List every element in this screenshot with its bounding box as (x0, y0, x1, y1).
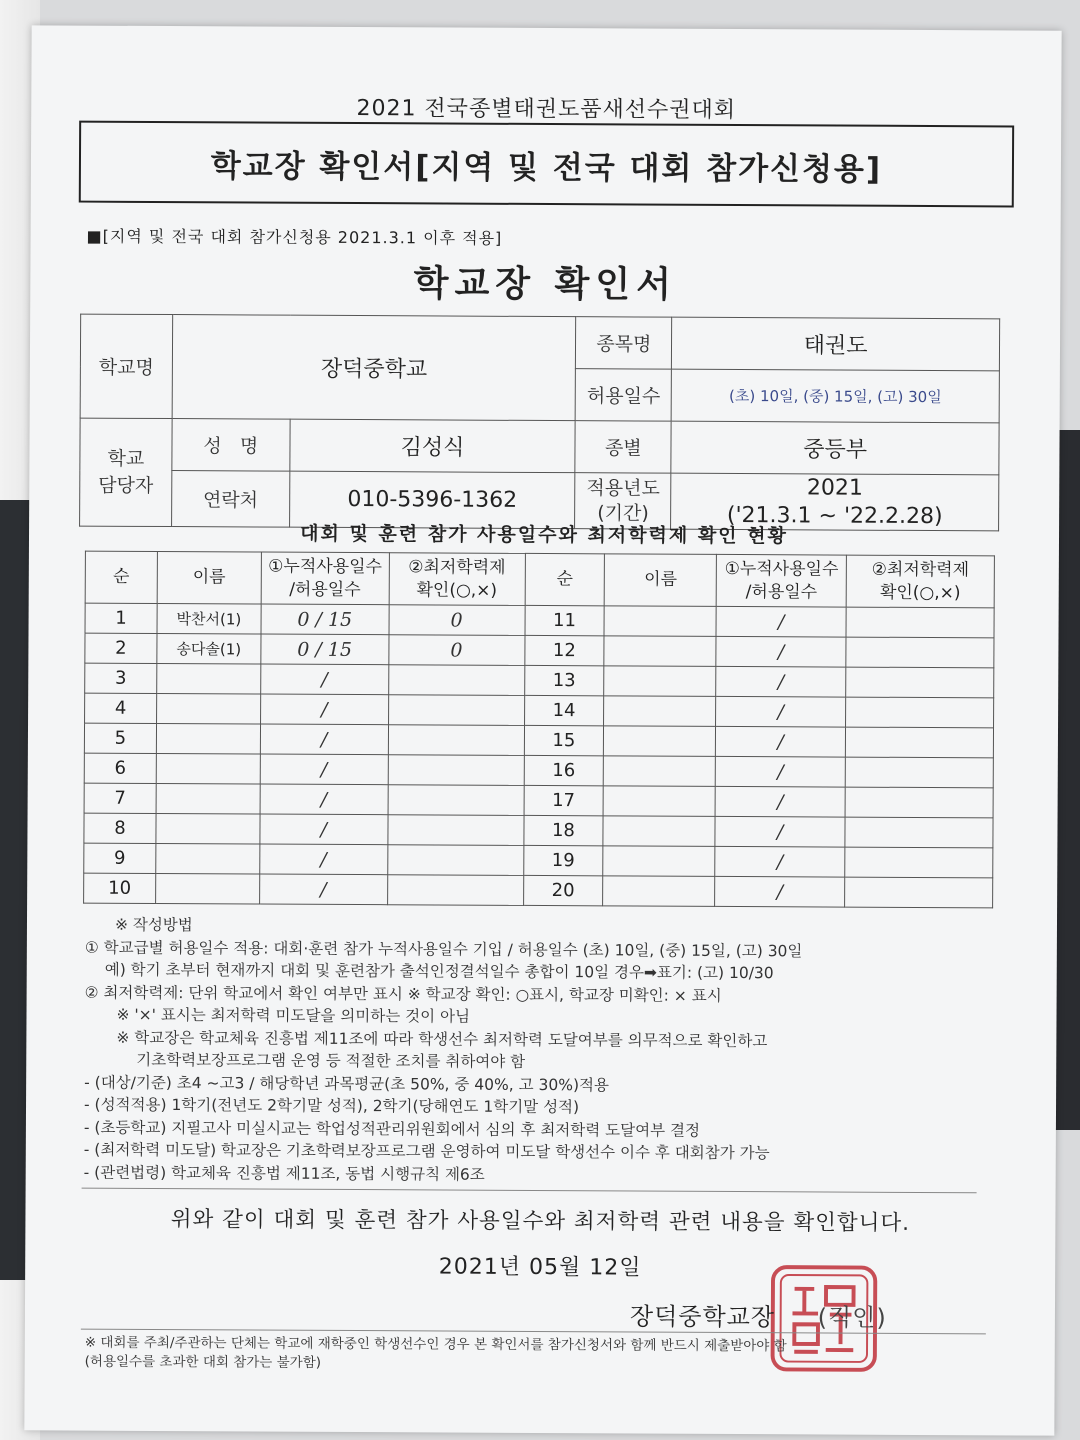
student-name (156, 753, 260, 784)
student-name (604, 696, 716, 727)
principal-signature (630, 1296, 887, 1332)
event-label: 종목명 (576, 317, 672, 370)
header-used-days: ①누적사용일수 /허용일수 (261, 552, 389, 605)
student-name (604, 606, 716, 637)
usage-days-table (83, 551, 995, 909)
used-days: / (715, 786, 845, 817)
row-number: 10 (84, 873, 156, 903)
table-row (84, 813, 993, 848)
used-days: / (715, 816, 845, 847)
used-days: / (260, 664, 388, 695)
school-value: 장덕중학교 (172, 315, 576, 421)
student-name: 박찬서(1) (157, 603, 261, 634)
footnote-line: (허용일수를 초과한 대회 참가는 불가함) (84, 1353, 322, 1371)
used-days: / (716, 606, 846, 637)
student-name (156, 723, 260, 754)
apply-year-label: 적용년도 (기간) (575, 473, 671, 530)
student-name (604, 756, 716, 787)
instructions-line: ※ 학교장은 학교체육 진흥법 제11조에 따라 학생선수 최저학력 도달여부를 의무적으로 확인하고 (116, 1028, 768, 1050)
min-academic-check (846, 637, 994, 668)
student-name (603, 786, 715, 817)
row-number: 9 (84, 843, 156, 873)
row-number: 15 (524, 725, 604, 755)
student-name (157, 663, 261, 694)
table-row (85, 663, 994, 698)
instructions-line: - (초등학교) 지필고사 미실시교는 학업성적관리위원회에서 심의 후 최저학력 도달여부 결정 (83, 1118, 701, 1140)
min-academic-check (845, 817, 993, 848)
table-row (84, 723, 993, 758)
seal-label: (직인) (817, 1303, 887, 1332)
row-number: 3 (85, 663, 157, 693)
min-academic-check (846, 697, 994, 728)
row-number: 4 (85, 693, 157, 723)
student-name (603, 876, 715, 907)
used-days: / (715, 846, 845, 877)
table-row (84, 843, 993, 878)
row-number: 7 (84, 783, 156, 813)
student-name (156, 693, 260, 724)
row-number: 2 (85, 633, 157, 663)
used-days: / (716, 666, 846, 697)
student-name (156, 843, 260, 874)
header-no: 순 (85, 551, 157, 603)
apply-period-value: ('21.3.1 ~ '22.2.28) (726, 502, 943, 529)
used-days: / (259, 874, 387, 905)
instructions-line: ② 최저학력제: 단위 학교에서 확인 여부만 표시 ※ 학교장 확인: ○표시, 학교장 미확인: × 표시 (84, 983, 722, 1005)
table-row (85, 633, 994, 668)
student-name (604, 726, 716, 757)
table-row (84, 753, 993, 788)
student-name (603, 816, 715, 847)
min-academic-check (388, 815, 524, 846)
phone-label: 연락처 (171, 471, 289, 528)
student-name (604, 636, 716, 667)
used-days: / (260, 814, 388, 845)
allowed-days-label: 허용일수 (576, 369, 672, 422)
min-academic-check (845, 727, 993, 758)
used-days: / (260, 754, 388, 785)
student-name: 송다솔(1) (157, 633, 261, 664)
table-row (85, 603, 994, 638)
min-academic-check (388, 785, 524, 816)
header-min-academic: ②최저학력제 확인(○,×) (846, 555, 994, 608)
instructions-line: - (최저학력 미도달) 학교장은 기초학력보장프로그램 운영하여 미도달 학생선수 이수 후 대회참가 가능 (83, 1140, 770, 1163)
min-academic-check (845, 877, 993, 908)
min-academic-check (387, 875, 523, 906)
category-value: 중등부 (671, 421, 999, 475)
used-days: / (260, 694, 388, 725)
used-days: / (716, 696, 846, 727)
name-label: 성 명 (172, 419, 290, 472)
min-academic-check (388, 695, 524, 726)
used-days: / (716, 636, 846, 667)
contact-person-label: 학교 담당자 (80, 418, 172, 526)
document-title: 학교장 확인서 (413, 263, 678, 306)
student-name (156, 873, 260, 904)
row-number: 5 (84, 723, 156, 753)
student-name (156, 783, 260, 814)
phone-value: 010-5396-1362 (289, 471, 575, 528)
allowed-days-value: (초) 10일, (중) 15일, (고) 30일 (671, 369, 999, 423)
min-academic-check (845, 757, 993, 788)
used-days: 0 / 15 (261, 634, 389, 665)
min-academic-check (387, 845, 523, 876)
used-days: / (260, 784, 388, 815)
category-label: 종별 (575, 421, 671, 474)
min-academic-check (846, 667, 994, 698)
min-academic-check (845, 847, 993, 878)
event-value: 태권도 (672, 317, 1000, 371)
apply-year-value: 2021 (806, 475, 863, 501)
row-number: 16 (524, 755, 604, 785)
student-name (156, 813, 260, 844)
school-label: 학교명 (80, 314, 172, 418)
min-academic-check (845, 787, 993, 818)
header-used-days: ①누적사용일수 /허용일수 (716, 554, 846, 607)
row-number: 8 (84, 813, 156, 843)
min-academic-check (388, 725, 524, 756)
used-days: / (260, 724, 388, 755)
used-days: 0 / 15 (261, 604, 389, 635)
instructions-line: 예) 학기 초부터 현재까지 대회 및 훈련참가 출석인정결석일수 총합이 10일 경우➡표기: (고) 10/30 (104, 960, 774, 983)
instructions-heading: ※ 작성방법 (114, 915, 193, 935)
issue-date: 2021년 05월 12일 (438, 1254, 642, 1281)
instructions-line: 기초학력보장프로그램 운영 등 적절한 조치를 취하여야 함 (136, 1050, 526, 1071)
row-number: 11 (524, 605, 604, 635)
instructions (84, 914, 1015, 1189)
used-days: / (715, 756, 845, 787)
used-days: / (260, 844, 388, 875)
footnote-line: ※ 대회를 주최/주관하는 단체는 학교에 재학중인 학생선수인 경우 본 확인서를 참가신청서와 함께 반드시 제출받아야 함 (84, 1334, 787, 1355)
instructions-line: ① 학교급별 허용일수 적용: 대회·훈련 참가 누적사용일수 기입 / 허용일수 (초) 10일, (중) 15일, (고) 30일 (84, 938, 803, 960)
table-row (85, 693, 994, 728)
student-name (603, 846, 715, 877)
applicability-notice: ■[지역 및 전국 대회 참가신청용 2021.3.1 이후 적용] (86, 226, 503, 248)
name-value: 김성식 (290, 419, 576, 472)
min-academic-check (388, 755, 524, 786)
document-sheet (24, 25, 1061, 1435)
instructions-line: - (대상/기준) 초4 ~고3 / 해당학년 과목평균(초 50%, 중 40%, 고 30%)적용 (84, 1073, 610, 1094)
confirmation-statement: 위와 같이 대회 및 훈련 참가 사용일수와 최저학력 관련 내용을 확인합니다. (170, 1207, 911, 1236)
footnote (85, 1334, 787, 1376)
school-info-table (79, 314, 1000, 532)
row-number: 1 (85, 603, 157, 633)
used-days: / (716, 726, 846, 757)
table-row (84, 783, 993, 818)
row-number: 14 (524, 695, 604, 725)
student-name (604, 666, 716, 697)
row-number: 17 (524, 785, 604, 815)
instructions-line: - (성적적용) 1학기(전년도 2학기말 성적), 2학기(당해연도 1학기말 성적) (83, 1095, 580, 1117)
header-name: 이름 (605, 554, 717, 607)
min-academic-check (388, 665, 524, 696)
min-academic-check (846, 607, 994, 638)
competition-title: 2021 전국종별태권도품새선수권대회 (356, 96, 737, 124)
row-number: 19 (523, 845, 603, 875)
instructions-line: ※ '×' 표시는 최저학력 미도달을 의미하는 것이 아님 (116, 1005, 471, 1026)
min-academic-check: 0 (389, 605, 525, 636)
row-number: 13 (524, 665, 604, 695)
main-title: 학교장 확인서[지역 및 전국 대회 참가신청용] (79, 121, 1014, 208)
row-number: 20 (523, 875, 603, 905)
row-number: 6 (84, 753, 156, 783)
used-days: / (715, 876, 845, 907)
min-academic-check: 0 (388, 635, 524, 666)
header-name: 이름 (157, 551, 261, 604)
divider (82, 1188, 977, 1194)
row-number: 18 (523, 815, 603, 845)
principal-title: 장덕중학교장 (629, 1302, 776, 1332)
table-row (84, 873, 993, 908)
header-min-academic: ②최저학력제 확인(○,×) (389, 553, 525, 606)
row-number: 12 (524, 635, 604, 665)
instructions-line: - (관련법령) 학교체육 진흥법 제11조, 동법 시행규칙 제6조 (83, 1163, 485, 1184)
section-title: 대회 및 훈련 참가 사용일수와 최저학력제 확인 현황 (300, 522, 788, 548)
header-no: 순 (525, 553, 605, 605)
